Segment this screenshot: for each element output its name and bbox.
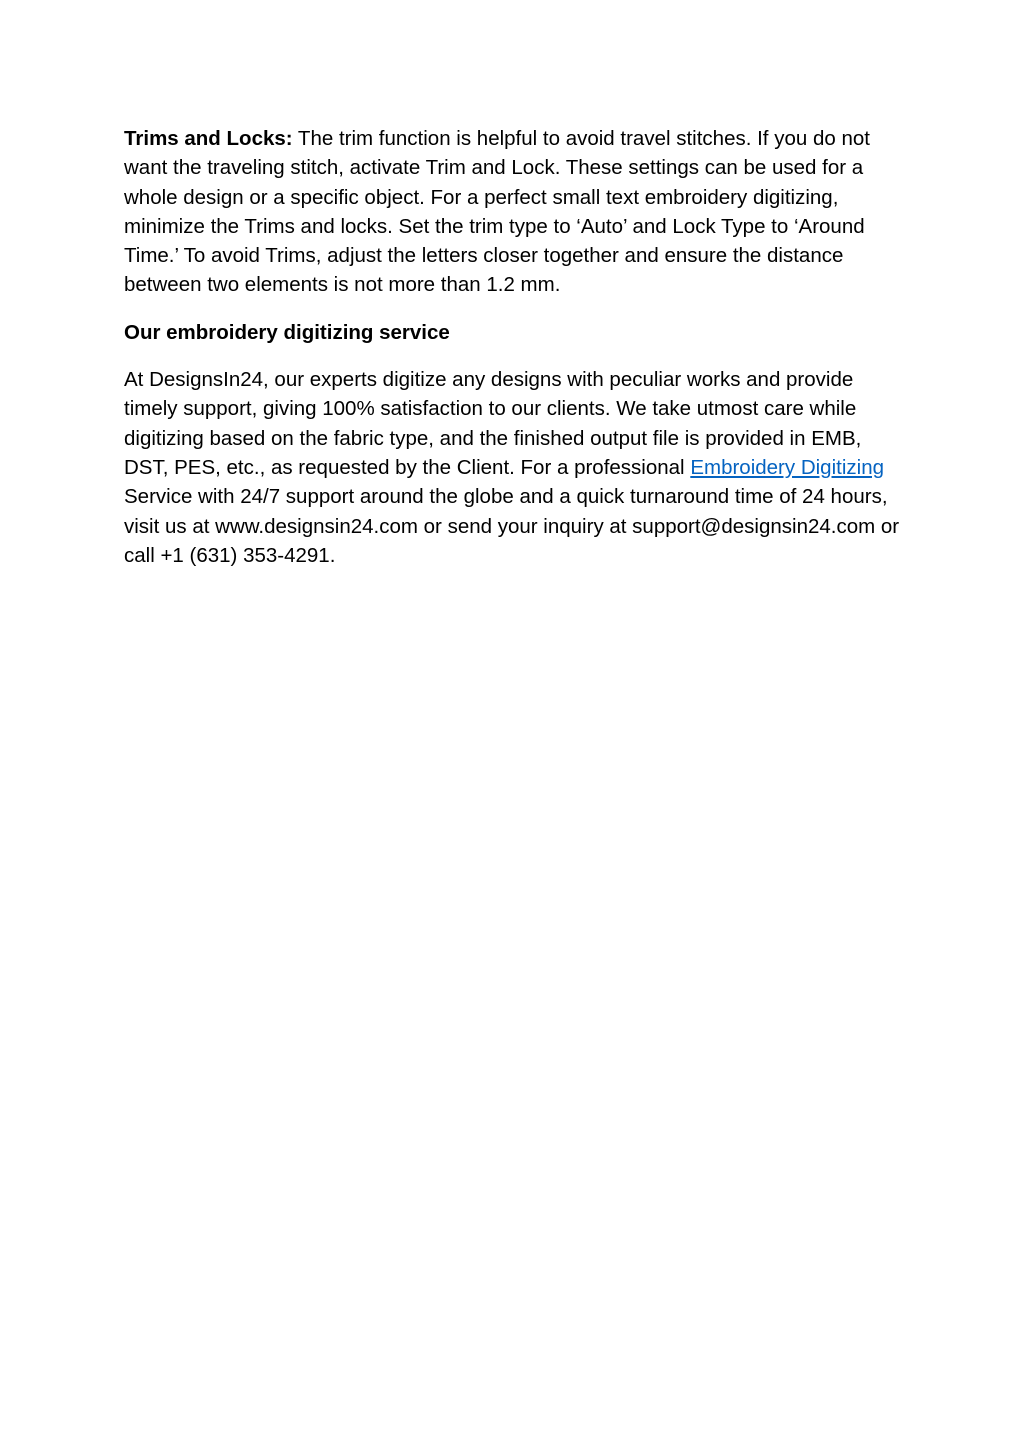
service-text-before-link: At DesignsIn24, our experts digitize any designs with peculiar works and provide timely support, giving 100% satisfaction to our clients. We take utmost care while digitizing based on the fabric type, and the finished output file is provided in EMB, DST, PES, etc., as requested by the Client. For a professional — [124, 368, 862, 479]
embroidery-digitizing-link[interactable]: Embroidery Digitizing — [690, 455, 884, 479]
trims-text: The trim function is helpful to avoid travel stitches. If you do not want the traveling stitch, activate Trim and Lock. These settings can be used for a whole design or a specific object. For a perfect small text embroidery digitizing, minimize the Trims and locks. Set the trim type to ‘Auto’ and Lock Type to ‘Around Time.’ To avoid Trims, adjust the letters closer together and ensure the distance between two elements is not more than 1.2 mm. — [124, 127, 870, 297]
trims-label: Trims and Locks: — [124, 127, 293, 150]
service-text-after-link: Service with 24/7 support around the globe and a quick turnaround time of 24 hours, visit us at www.designsin24.com or send your inquiry at support@designsin24.com or call +1 (631) 353-4291. — [124, 485, 900, 567]
service-paragraph — [124, 365, 904, 570]
service-heading: Our embroidery digitizing service — [124, 320, 450, 344]
trims-paragraph — [124, 124, 904, 300]
document-body — [124, 124, 904, 588]
